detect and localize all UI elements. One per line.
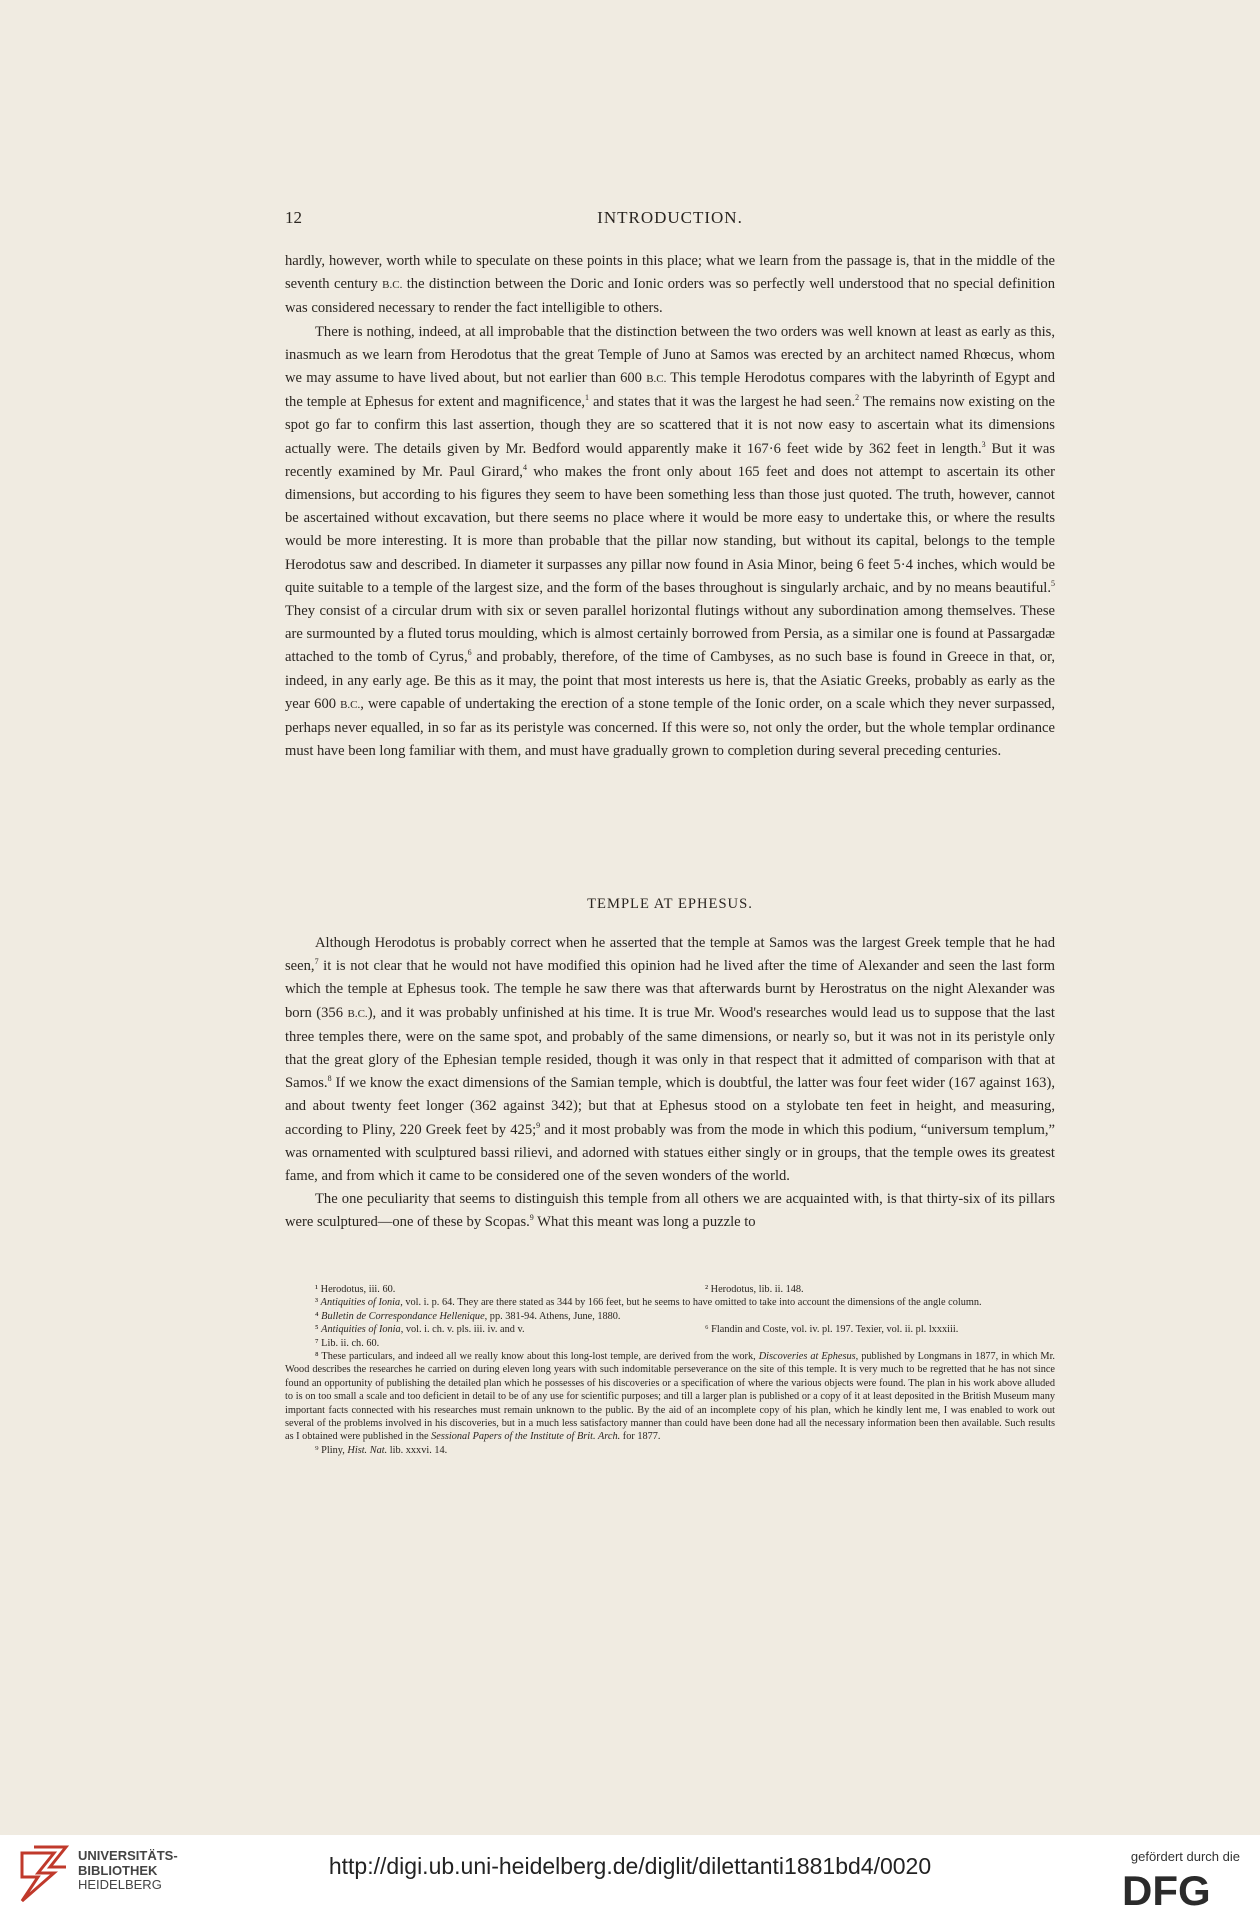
permalink-url[interactable]: http://digi.ub.uni-heidelberg.de/diglit/dilettanti1881bd4/0020	[328, 1853, 932, 1879]
paragraph-4: The one peculiarity that seems to distinguish this temple from all others we are acquainted with, is that thirty-six of its pillars were sculptured—one of these by Scopas.$^9$ What this meant was long a puzzle to	[285, 1191, 1055, 1231]
footnote-row-1	[285, 1283, 1055, 1296]
footnotes	[285, 1283, 1055, 1457]
footnote-6: ⁶ Flandin and Coste, vol. iv. pl. 197. Texier, vol. ii. pl. lxxxiii.	[705, 1324, 959, 1336]
body-text-2	[285, 932, 1055, 1235]
footnote-row-5	[285, 1323, 1055, 1336]
page-header	[285, 208, 1055, 232]
library-line-3: HEIDELBERG	[78, 1877, 162, 1892]
section-title: TEMPLE AT EPHESUS.	[587, 896, 753, 912]
footnote-5: ⁵ Antiquities of Ionia, vol. i. ch. v. pls. iii. iv. and v.	[315, 1324, 525, 1336]
funded-by-label: gefördert durch die	[1130, 1849, 1240, 1864]
digitization-footer	[0, 1835, 1260, 1915]
dfg-logo-text: DFG	[1122, 1869, 1211, 1909]
running-head: INTRODUCTION.	[597, 208, 743, 227]
footnote-1: ¹ Herodotus, iii. 60.	[315, 1284, 396, 1295]
footnote-3: ³ Antiquities of Ionia, vol. i. p. 64. They are there stated as 344 by 166 feet, but he seems to have omitted to take into account the dimensions of the angle column.	[315, 1297, 982, 1309]
footnote-8: ⁸ These particulars, and indeed all we really know about this long-lost temple, are derived from the work, Discoveries at Ephesus, published by Longmans in 1877, in which Mr. Wood describes the researches he carried on during eleven long years with such indomitable perseverance on the site of this temple. It is very much to be regretted that he has not since found an opportunity of publishing the detailed plan which he possesses of his discoveries or a specification of where the various objects were found. The plan in his work above alluded to is on too small a scale and too deficient in detail to be of any use for scientific purposes; and till a larger plan is published or a copy of it at least deposited in the British Museum many important facts connected with his researches must remain unknown to the public. By the aid of an incomplete copy of his plan, which he kindly lent me, I was enabled to work out several of the problems involved in his discoveries, but in a much less satisfactory manner than could have been done had all the necessary information been then available. Such results as I obtained were published in the Sessional Papers of the Institute of Brit. Arch. for 1877.	[285, 1351, 1056, 1443]
paragraph-3: Although Herodotus is probably correct when he asserted that the temple at Samos was the largest Greek temple that he had seen,$^7$ it is not clear that he would not have modified this opinion had he lived after the time of Alexander and seen the last form which the temple at Ephesus took. The temple he saw there was that afterwards burnt by Herostratus on the night Alexander was born (356 B.C.), and it was probably unfinished at his time. It is true Mr. Wood's researches would lead us to suppose that the last three temples there, were on the same spot, and probably of the same dimensions, or nearly so, but it was not in its peristyle only that the great glory of the Ephesian temple resided, though it was only in that respect that it admitted of comparison with that at Samos.$^8$ If we know the exact dimensions of the Samian temple, which is doubtful, the latter was four feet wider (167 against 163), and about twenty feet longer (362 against 342); but that at Ephesus stood on a stylobate ten feet in height, and measuring, according to Pliny, 220 Greek feet by 425;$^9$ and it most probably was from the mode in which this podium, “universum templum,” was ornamented with sculptured bassi rilievi, and adorned with statues either singly or in groups, that the temple owes its greatest fame, and from which it came to be considered one of the seven wonders of the world.	[285, 935, 1055, 1185]
library-line-1: UNIVERSITÄTS-	[78, 1848, 178, 1863]
paragraph-1: hardly, however, worth while to speculate on these points in this place; what we learn from the passage is, that in the middle of the seventh century B.C. the distinction between the Doric and Ionic orders was so perfectly well understood that no special definition was considered necessary to render the fact intelligible to others.	[285, 253, 1055, 317]
footnote-9: ⁹ Pliny, Hist. Nat. lib. xxxvi. 14.	[315, 1444, 448, 1456]
page-number: 12	[285, 208, 302, 227]
paragraph-2: There is nothing, indeed, at all improbable that the distinction between the two orders was well known at least as early as this, inasmuch as we learn from Herodotus that the great Temple of Juno at Samos was erected by an architect named Rhœcus, whom we may assume to have lived about, but not earlier than 600 B.C. This temple Herodotus compares with the labyrinth of Egypt and the temple at Ephesus for extent and magnificence,$^1$ and states that it was the largest he had seen.$^2$ The remains now existing on the spot go far to confirm this last assertion, though they are so scattered that it is not now easy to ascertain what its dimensions actually were. The details given by Mr. Bedford would apparently make it 167·6 feet wide by 362 feet in length.$^3$ But it was recently examined by Mr. Paul Girard,$^4$ who makes the front only about 165 feet and does not attempt to ascertain its other dimensions, but according to his figures they seem to have been something less than those just quoted. The truth, however, cannot be ascertained without excavation, but there seems no place where it would be more easy to undertake this, or where the results would be more interesting. It is more than probable that the pillar now standing, but without its capital, belongs to the temple Herodotus saw and described. In diameter it surpasses any pillar now found in Asia Minor, being 6 feet 5·4 inches, which would be quite suitable to a temple of the largest size, and the form of the bases throughout is singularly archaic, and by no means beautiful.$^5$ They consist of a circular drum with six or seven parallel horizontal flutings without any subordination among themselves. These are surmounted by a fluted torus moulding, which is almost certainly borrowed from Persia, as a similar one is found at Passargadæ attached to the tomb of Cyrus,$^6$ and probably, therefore, of the time of Cambyses, as no such base is found in Greece in that, or, indeed, in any early age. Be this as it may, the point that most interests us here is, that the Asiatic Greeks, probably as early as the year 600 B.C., were capable of undertaking the erection of a stone temple of the Ionic order, on a scale which they never surpassed, perhaps never equalled, in so far as its peristyle was concerned. If this were so, not only the order, but the whole templar ordinance must have been long familiar with them, and must have gradually grown to completion during several preceding centuries.	[285, 323, 1055, 760]
library-line-2: BIBLIOTHEK	[78, 1862, 158, 1878]
body-text	[285, 250, 1055, 763]
footnote-4: ⁴ Bulletin de Correspondance Hellenique, pp. 381-94. Athens, June, 1880.	[315, 1310, 621, 1322]
footnote-2: ² Herodotus, lib. ii. 148.	[705, 1284, 804, 1295]
footnote-7: ⁷ Lib. ii. ch. 60.	[315, 1337, 380, 1349]
dfg-logo-icon	[1122, 1869, 1240, 1909]
section	[285, 893, 1055, 916]
